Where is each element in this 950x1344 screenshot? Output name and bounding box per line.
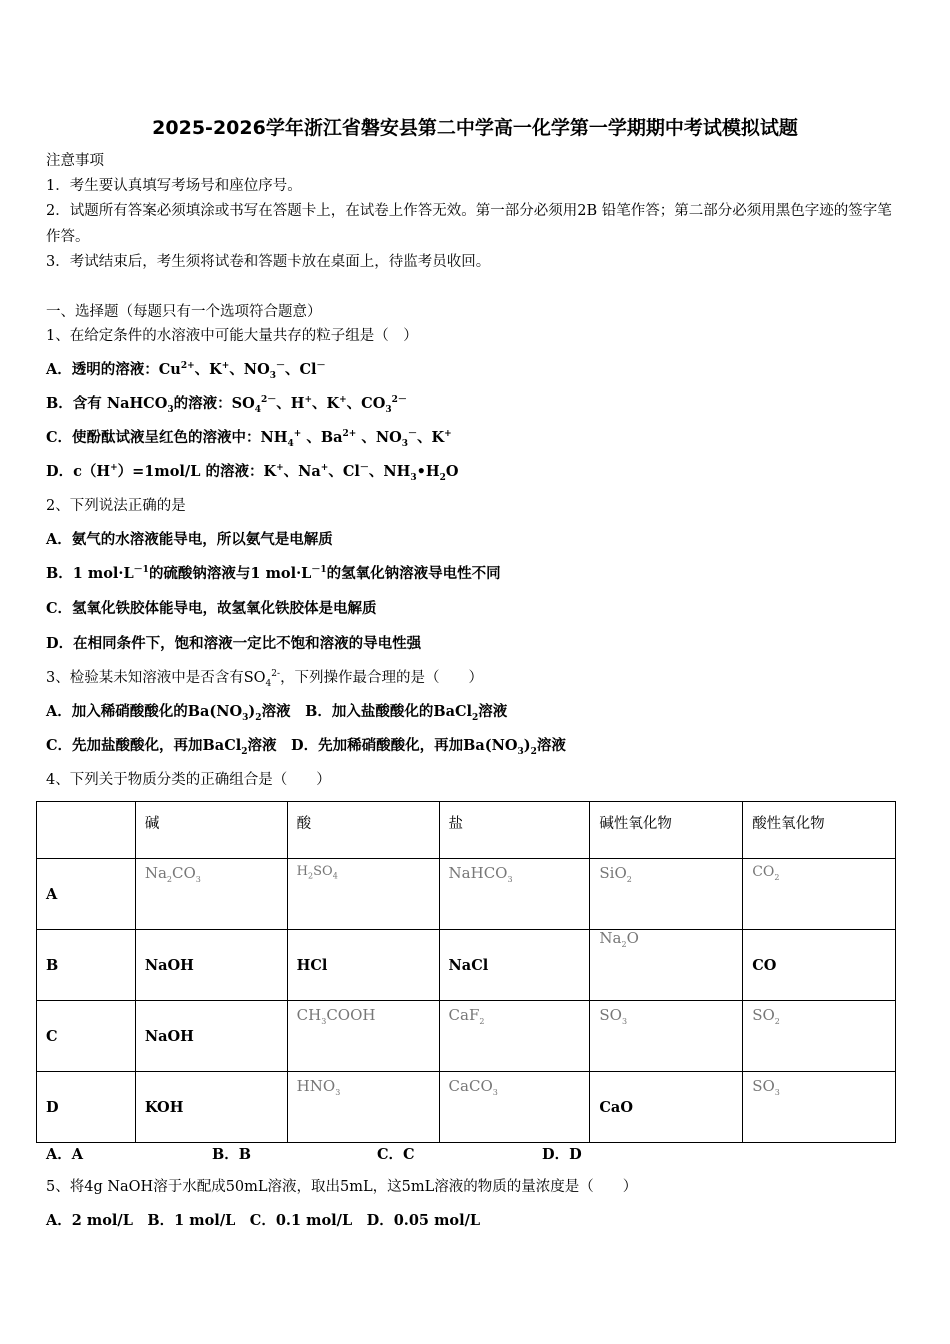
formula-image: $Na_2CO_3$ [135,859,287,930]
formula-image: NaHCO$_3$ [439,859,590,930]
page-title: 2025-2026学年浙江省磐安县第二中学高一化学第一学期期中考试模拟试题 [152,117,798,139]
table-row [37,859,896,930]
question-3-stem: 3、检验某未知溶液中是否含有$SO_4^{2-}$，下列操作最合理的是（ ） [46,669,484,689]
question-4-option-b: B．B [212,1146,252,1163]
table-row [37,1072,896,1143]
header-cell-base: 碱 [135,802,287,859]
table-header-row [37,802,896,859]
section-heading: 一、选择题（每题只有一个选项符合题意） [46,304,322,320]
notice-item-1: 1．考生要认真填写考场号和座位序号。 [46,178,302,194]
formula-image: $CH_3COOH$ [287,1001,439,1072]
question-4-option-c: C．C [377,1146,415,1163]
question-4-option-a: A．A [46,1146,84,1163]
formula-image: $SO_3$ [590,1001,743,1072]
question-2-option-d: D．在相同条件下，饱和溶液一定比不饱和溶液的导电性强 [46,635,422,652]
question-5-options: A．2 mol/L B．1 mol/L C．0.1 mol/L D．0.05 mol/L [46,1212,481,1229]
cell-base: KOH [135,1072,287,1143]
header-cell-acidic-oxide: 酸性氧化物 [743,802,896,859]
question-2-option-a: A．氨气的水溶液能导电，所以氨气是电解质 [46,531,333,548]
row-label: C [37,1001,136,1072]
header-cell-empty [37,802,136,859]
question-2-option-c: C．氢氧化铁胶体能导电，故氢氧化铁胶体是电解质 [46,600,377,617]
question-5-stem: 5、将4g NaOH溶于水配成50mL溶液，取出5mL，这5mL溶液的物质的量浓度是（ ） [46,1179,638,1195]
question-2-option-b: B．1 $mol\cdot L^{-1}$的硫酸钠溶液与1 $mol\cdot L^{-1}$的氢氧化钠溶液导电性不同 [46,565,501,582]
row-label: B [37,930,136,1001]
formula-image: $HNO_3$ [287,1072,439,1143]
question-2-stem: 2、下列说法正确的是 [46,498,186,514]
formula-image: $H_2SO_4$ [287,859,439,930]
question-1-option-c: C．使酚酞试液呈红色的溶液中：$NH_4^+$ 、$Ba^{2+}$ 、$NO_3^-$、K+ [46,429,452,449]
header-cell-acid: 酸 [287,802,439,859]
question-3-options-ab: A．加入稀硝酸酸化的$Ba(NO_3)_2$溶液 B．加入盐酸酸化的BaCl$_2$溶液 [46,703,508,723]
cell-base: NaOH [135,1001,287,1072]
notice-item-3: 3．考试结束后，考生须将试卷和答题卡放在桌面上，待监考员收回。 [46,254,491,270]
formula-image: $SO_2$ [743,1001,896,1072]
formula-image: $CO_2$ [743,859,896,930]
cell-basic-oxide: CaO [590,1072,743,1143]
formula-image: CaF$_2$ [439,1001,590,1072]
classification-table [36,801,896,1143]
question-4-option-d: D．D [542,1146,582,1163]
question-1-stem: 1、在给定条件的水溶液中可能大量共存的粒子组是（ ） [46,328,418,344]
cell-acidic-oxide: CO [743,930,896,1001]
header-cell-salt: 盐 [439,802,590,859]
row-label: D [37,1072,136,1143]
header-cell-basic-oxide: 碱性氧化物 [590,802,743,859]
cell-base: NaOH [135,930,287,1001]
cell-salt: NaCl [439,930,590,1001]
formula-image: $Na_2O$ [590,930,743,1001]
notice-heading: 注意事项 [46,153,104,169]
formula-image: $SO_3$ [743,1072,896,1143]
question-4-stem: 4、下列关于物质分类的正确组合是（ ） [46,772,331,788]
table-row [37,930,896,1001]
question-1-option-d: D．c（H+）=1mol/L 的溶液：K+、Na+、Cl－、$NH_3•H_2O$ [46,463,459,483]
table-row [37,1001,896,1072]
question-3-options-cd: C．先加盐酸酸化，再加BaCl$_2$溶液 D．先加稀硝酸酸化，再加$Ba(NO_3)_2$溶液 [46,737,566,757]
cell-acid: HCl [287,930,439,1001]
formula-image: SiO$_2$ [590,859,743,930]
question-1-option-a: A．透明的溶液：$Cu^{2+}$、K+、$NO_3^-$、Cl－ [46,361,326,381]
notice-item-2: 2．试题所有答案必须填涂或书写在答题卡上，在试卷上作答无效。第一部分必须用2B 铅笔作答；第二部分必须用黑色字迹的签字笔作答。 [46,203,892,245]
row-label: A [37,859,136,930]
question-1-option-b: B．含有 NaHCO$_3$的溶液：$SO_4^{2-}$、H+、K+、$CO_3^{2-}$ [46,395,407,415]
formula-image: CaCO$_3$ [439,1072,590,1143]
